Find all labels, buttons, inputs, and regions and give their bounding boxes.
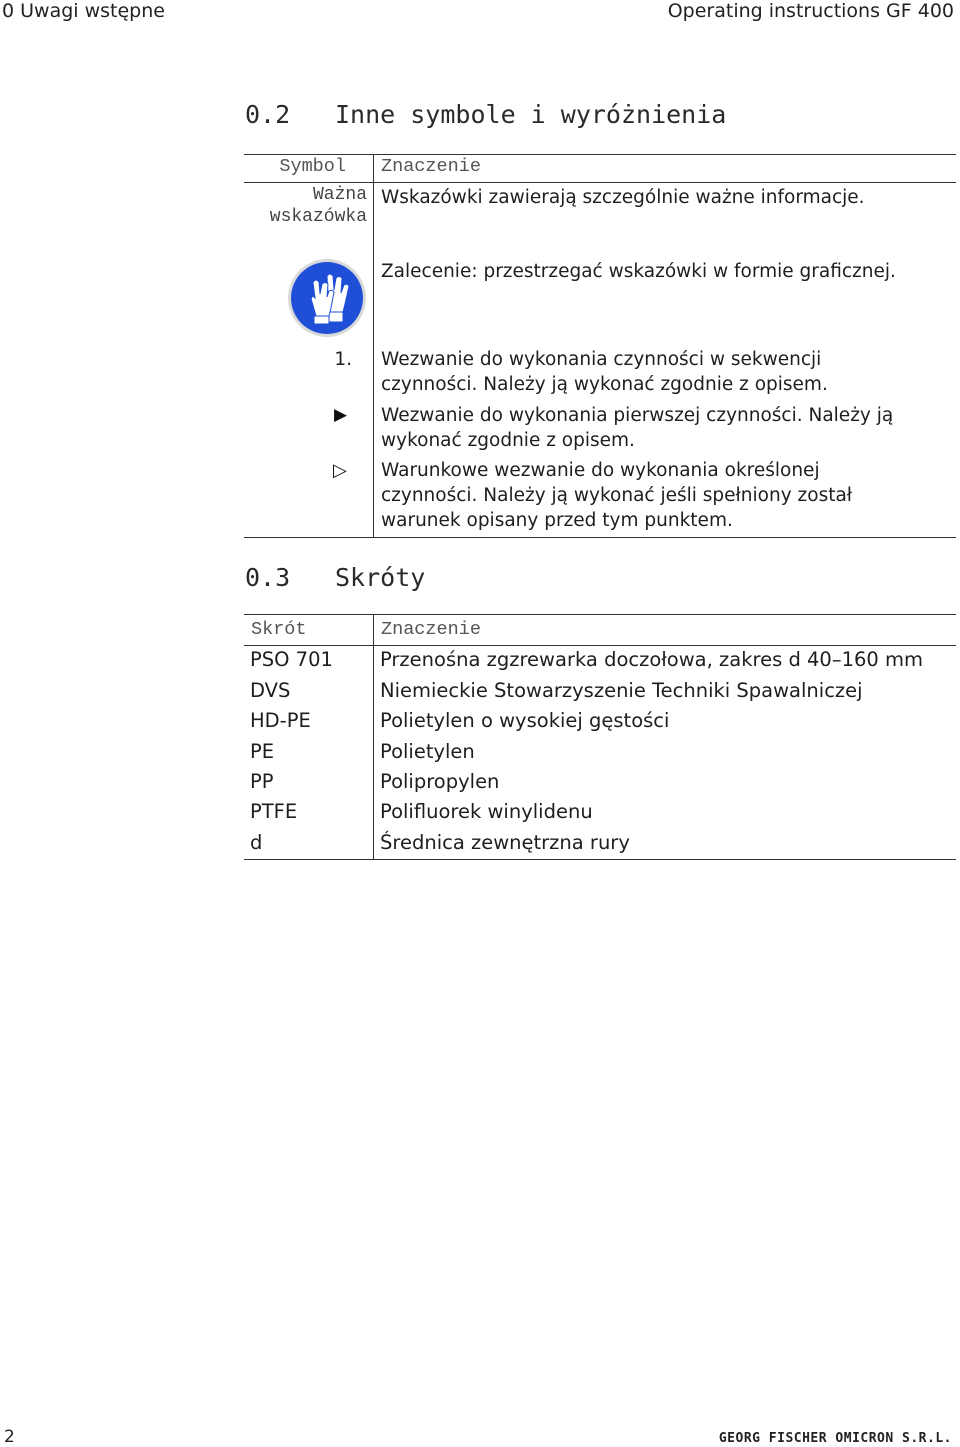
company-name: GEORG FISCHER OMICRON S.R.L.: [718, 1431, 952, 1446]
gloves-mandatory-icon: [287, 258, 367, 338]
section-title: Skróty: [335, 563, 426, 592]
header-chapter: 0 Uwagi wstępne: [2, 0, 165, 22]
column-header-symbol: Symbol: [279, 156, 346, 177]
abbreviation-meaning: Średnica zewnętrzna rury: [380, 831, 630, 854]
abbreviation: HD-PE: [250, 709, 311, 732]
table-row: [0, 831, 960, 861]
section-number: 0.2: [245, 100, 291, 129]
abbr-table-header-rule: [244, 645, 956, 646]
outline-triangle-icon: ▷: [333, 460, 347, 481]
section-title: Inne symbole i wyróżnienia: [335, 100, 727, 129]
abbreviation: PTFE: [250, 800, 298, 823]
abbreviation-meaning: Polifluorek winylidenu: [380, 800, 593, 823]
meaning-step-sequence: Wezwanie do wykonania czynności w sekwencji czynności. Należy ją wykonać zgodnie z opisem.: [381, 349, 828, 395]
table-row: [0, 648, 960, 678]
abbreviation: PSO 701: [250, 648, 333, 671]
meaning-first-step: Wezwanie do wykonania pierwszej czynności. Należy ją wykonać zgodnie z opisem.: [381, 405, 894, 451]
abbreviation-meaning: Polipropylen: [380, 770, 500, 793]
section-heading-symbols: [245, 100, 726, 129]
table-header-rule: [244, 182, 956, 183]
column-header-meaning: Znaczenie: [381, 156, 481, 177]
table-row: [0, 740, 960, 770]
column-header-abbreviation: Skrót: [251, 619, 307, 640]
abbr-table-top-rule: [244, 614, 956, 615]
table-column-divider: [373, 154, 374, 537]
symbol-step-number: 1.: [334, 349, 352, 370]
table-row: [0, 770, 960, 800]
table-bottom-rule: [244, 537, 956, 538]
column-header-meaning: Znaczenie: [381, 619, 481, 640]
abbreviation-meaning: Przenośna zgzrewarka doczołowa, zakres d 40–160 mm: [380, 648, 924, 671]
abbreviation: PP: [250, 770, 274, 793]
abbr-table-bottom-rule: [244, 859, 956, 860]
abbreviation-meaning: Polietylen o wysokiej gęstości: [380, 709, 670, 732]
table-row: [0, 679, 960, 709]
section-heading-abbreviations: [245, 563, 425, 592]
section-number: 0.3: [245, 563, 291, 592]
abbreviation-meaning: Polietylen: [380, 740, 475, 763]
meaning-important-note: Wskazówki zawierają szczególnie ważne informacje.: [381, 187, 865, 208]
symbol-important-note: Ważna wskazówka: [269, 185, 367, 227]
filled-triangle-icon: ▶: [334, 405, 348, 425]
abbreviation: d: [250, 831, 263, 854]
header-doc-title: Operating instructions GF 400: [667, 0, 954, 22]
table-row: [0, 709, 960, 739]
meaning-conditional-step: Warunkowe wezwanie do wykonania określonej czynności. Należy ją wykonać jeśli spełniony został warunek opisany przed tym punktem.: [381, 460, 853, 531]
table-top-rule: [244, 154, 956, 155]
abbreviation: PE: [250, 740, 275, 763]
abbreviation: DVS: [250, 679, 291, 702]
abbreviation-meaning: Niemieckie Stowarzyszenie Techniki Spawalniczej: [380, 679, 863, 702]
table-row: [0, 800, 960, 830]
page-number: 2: [4, 1427, 15, 1447]
meaning-graphic-note: Zalecenie: przestrzegać wskazówki w formie graficznej.: [381, 261, 896, 282]
